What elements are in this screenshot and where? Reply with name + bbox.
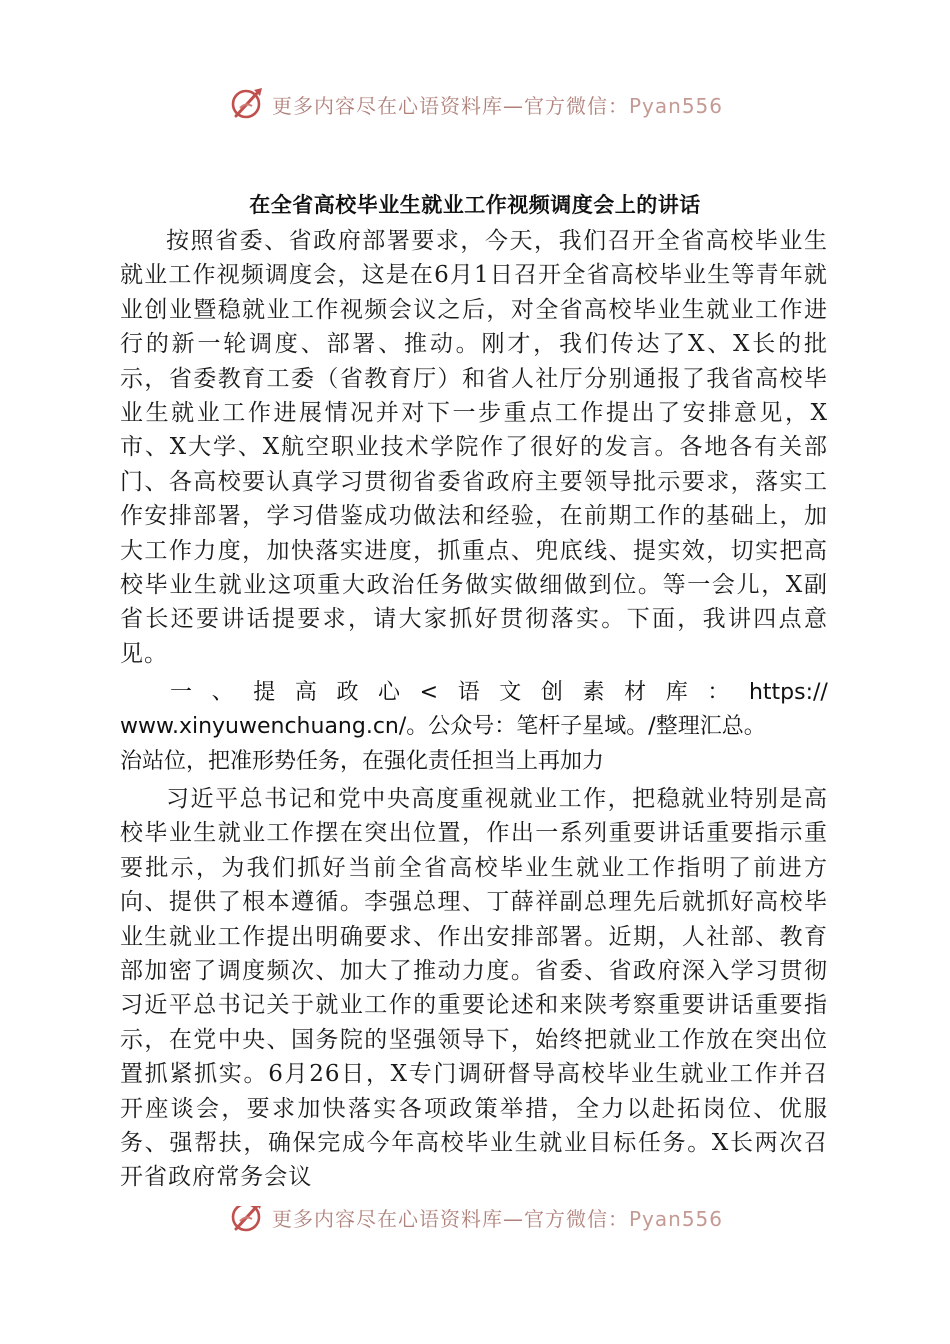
- heading-char: 语: [457, 680, 480, 705]
- section-heading-line-3: 治站位，把准形势任务，在强化责任担当上再加力: [120, 748, 605, 774]
- heading-char: 文: [499, 680, 522, 705]
- banner-text: 更多内容尽在心语资料库—官方微信：Pyan556: [272, 1206, 724, 1231]
- heading-char: 素: [582, 680, 605, 705]
- section-heading-1: [120, 676, 828, 779]
- heading-char: 心: [378, 680, 401, 705]
- heading-char: 一: [170, 680, 193, 705]
- heading-char: 高: [294, 680, 317, 705]
- heading-char: 材: [624, 680, 647, 705]
- document-title: 在全省高校毕业生就业工作视频调度会上的讲话: [249, 193, 701, 217]
- heading-char: 创: [540, 680, 563, 705]
- section-heading-line-2: www.xinyuwenchuang.cn/。公众号：笔杆子星域。/整理汇总。: [120, 714, 766, 740]
- heading-char: https://: [748, 680, 828, 705]
- pen-logo-icon: [228, 1206, 268, 1237]
- heading-char: <: [419, 680, 439, 705]
- intro-section: [120, 224, 828, 671]
- heading-char: 、: [211, 680, 234, 705]
- intro-paragraph: 按照省委、省政府部署要求，今天，我们召开全省高校毕业生就业工作视频调度会，这是在6月1日召开全省高校毕业生等青年就业创业暨稳就业工作视频会议之后，对全省高校毕业生就业工作进行的新一轮调度、部署、推动。刚才，我们传达了X、X长的批示，省委教育工委（省教育厅）和省人社厅分别通报了我省高校毕业生就业工作进展情况并对下一步重点工作提出了安排意见，X市、X大学、X航空职业技术学院作了很好的发言。各地各有关部门、各高校要认真学习贯彻省委省政府主要领导批示要求，落实工作安排部署，学习借鉴成功做法和经验，在前期工作的基础上，加大工作力度，加快落实进度，抓重点、兜底线、提实效，切实把高校毕业生就业这项重大政治任务做实做细做到位。等一会儿，X副省长还要讲话提要求，请大家抓好贯彻落实。下面，我讲四点意见。: [120, 228, 828, 667]
- section-1-paragraph: 习近平总书记和党中央高度重视就业工作，把稳就业特别是高校毕业生就业工作摆在突出位置，作出一系列重要讲话重要指示重要批示，为我们抓好当前全省高校毕业生就业工作指明了前进方向、提供了根本遵循。李强总理、丁薛祥副总理先后就抓好高校毕业生就业工作提出明确要求、作出安排部署。近期，人社部、教育部加密了调度频次、加大了推动力度。省委、省政府深入学习贯彻习近平总书记关于就业工作的重要论述和来陕考察重要讲话重要指示，在党中央、国务院的坚强领导下，始终把就业工作放在突出位置抓紧抓实。6月26日，X专门调研督导高校毕业生就业工作并召开座谈会，要求加快落实各项政策举措，全力以赴拓岗位、优服务、强帮扶，确保完成今年高校毕业生就业目标任务。X长两次召开省政府常务会议: [120, 786, 828, 1191]
- footer-watermark-banner: [228, 1206, 748, 1238]
- heading-char: 库: [665, 680, 688, 705]
- banner-text: 更多内容尽在心语资料库—官方微信：Pyan556: [272, 93, 724, 118]
- header-watermark-banner: [228, 84, 748, 124]
- heading-char: ：: [707, 680, 730, 705]
- section-heading-line-1: [120, 676, 828, 710]
- heading-char: 政: [336, 680, 359, 705]
- pen-logo-icon: [228, 84, 268, 124]
- section-1-body: [120, 782, 828, 1195]
- heading-char: 提: [253, 680, 276, 705]
